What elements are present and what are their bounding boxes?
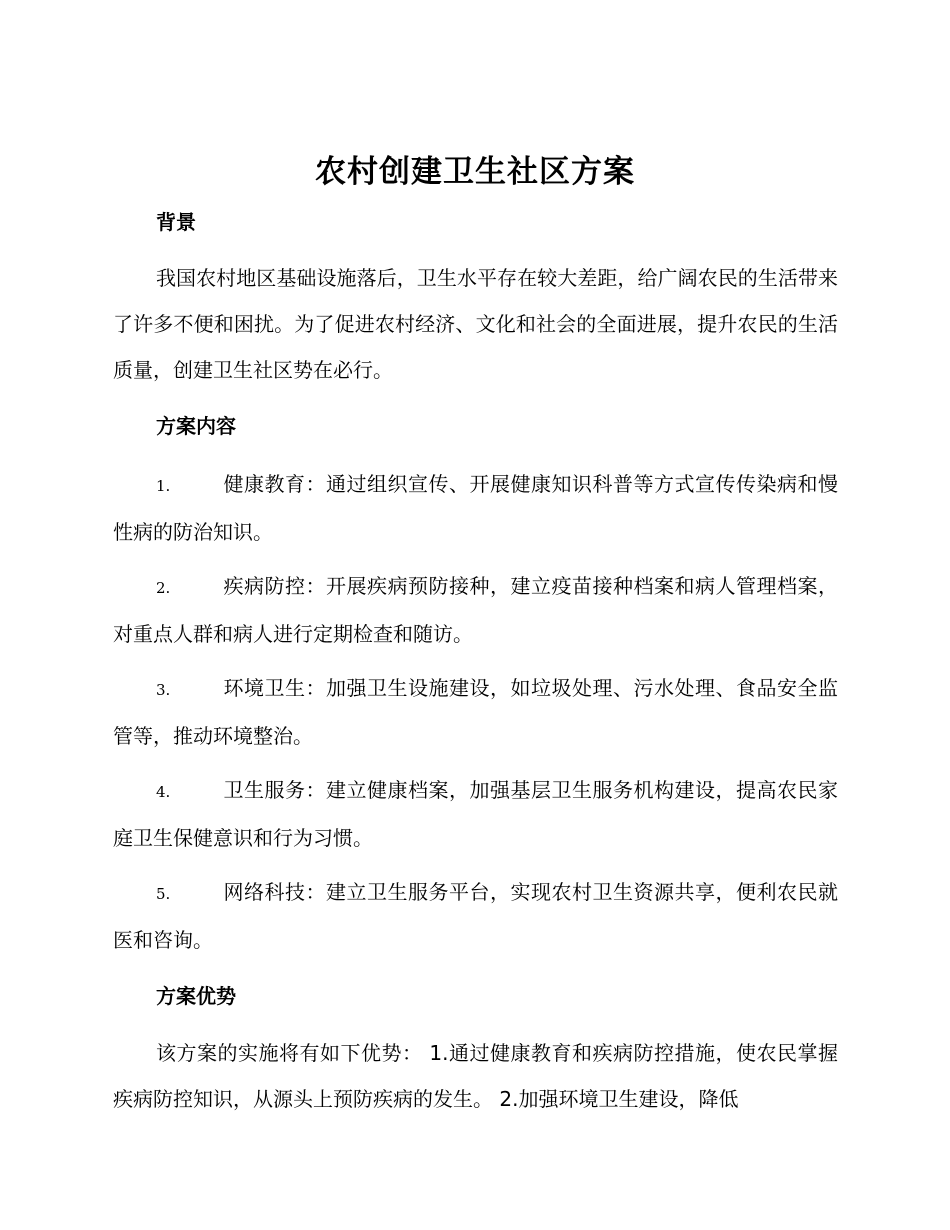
list-item [113,767,838,861]
list-item-text: 疾病防控：开展疾病预防接种，建立疫苗接种档案和病人管理档案，对重点人群和病人进行定期检查和随访。 [113,574,838,646]
list-item [113,665,838,759]
list-item-number: 4. [156,783,171,801]
list-item-text: 卫生服务：建立健康档案，加强基层卫生服务机构建设，提高农民家庭卫生保健意识和行为习惯。 [113,778,838,850]
section-heading-plan-advantages: 方案优势 [156,984,236,1008]
list-item [113,563,838,657]
background-paragraph: 我国农村地区基础设施落后，卫生水平存在较大差距，给广阔农民的生活带来了许多不便和困扰。为了促进农村经济、文化和社会的全面进展，提升农民的生活质量，创建卫生社区势在必行。 [113,266,838,382]
list-item-number: 3. [156,681,171,699]
section-heading-plan-content: 方案内容 [156,414,236,438]
advantages-paragraph: 该方案的实施将有如下优势： 1.通过健康教育和疾病防控措施，使农民掌握疾病防控知识，从源头上预防疾病的发生。 2.加强环境卫生建设，降低 [113,1041,838,1111]
list-item [113,461,838,555]
list-item-number: 1. [156,477,171,495]
list-item-text: 健康教育：通过组织宣传、开展健康知识科普等方式宣传传染病和慢性病的防治知识。 [113,472,838,544]
section-heading-background: 背景 [156,210,196,234]
document-title: 农村创建卫生社区方案 [315,154,635,190]
list-item [113,869,838,963]
list-item-number: 2. [156,579,171,597]
list-item-text: 环境卫生：加强卫生设施建设，如垃圾处理、污水处理、食品安全监管等，推动环境整治。 [113,676,838,748]
list-item-number: 5. [156,885,171,903]
list-item-text: 网络科技：建立卫生服务平台，实现农村卫生资源共享，便利农民就医和咨询。 [113,880,838,952]
